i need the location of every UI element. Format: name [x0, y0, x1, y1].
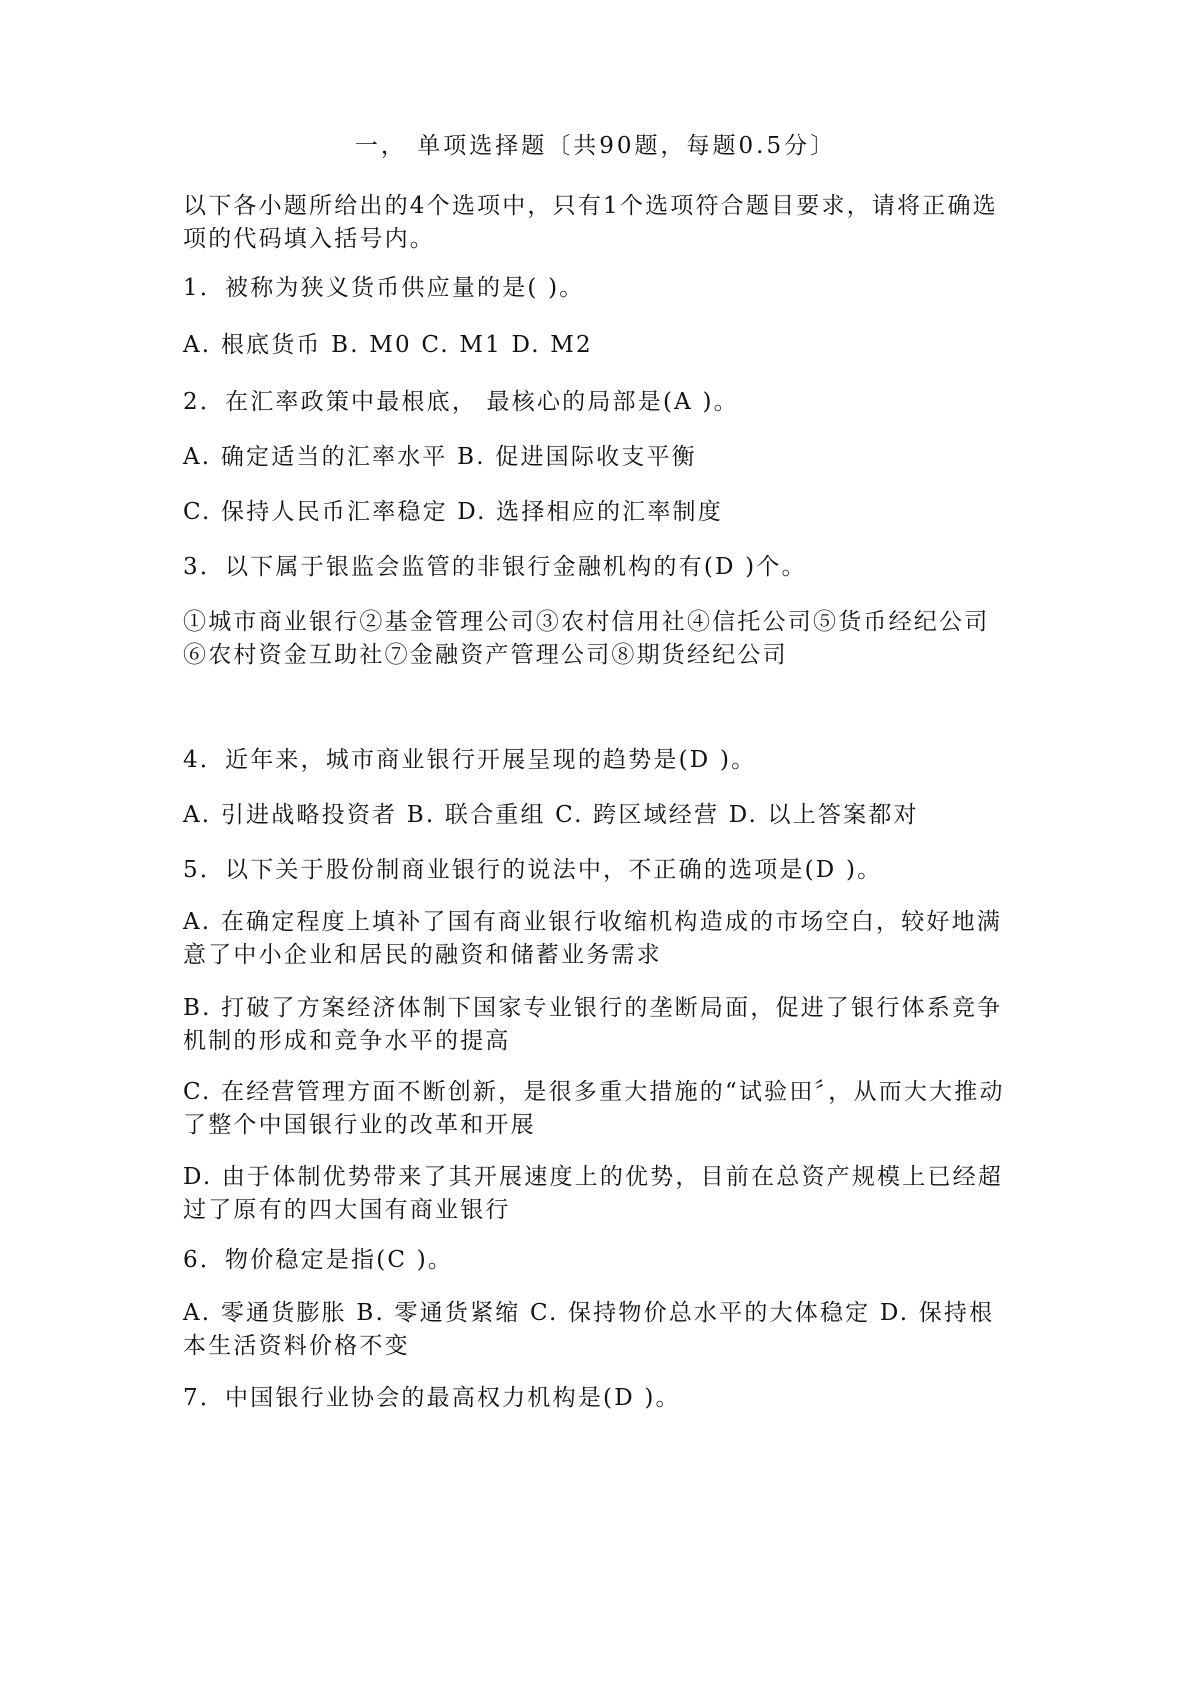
question-2-options-line-1: A. 确定适当的汇率水平 B. 促进国际收支平衡 [183, 444, 697, 470]
section-heading: 一， 单项选择题〔共90题，每题0.5分〕 [354, 133, 837, 159]
question-5-option-b: B. 打破了方案经济体制下国家专业银行的垄断局面，促进了银行体系竞争机制的形成和竞争水平的提高 [183, 995, 1003, 1054]
question-5-option-c: C. 在经营管理方面不断创新，是很多重大措施的“试验田〞，从而大大推动了整个中国银行业的改革和开展 [183, 1079, 1005, 1138]
question-6-stem: 6．物价稳定是指(C )。 [183, 1247, 454, 1273]
question-2-stem: 2．在汇率政策中最根底， 最核心的局部是(A )。 [183, 389, 739, 415]
question-5-option-a: A. 在确定程度上填补了国有商业银行收缩机构造成的市场空白，较好地满意了中小企业和居民的融资和储蓄业务需求 [183, 909, 1003, 968]
question-5-stem: 5．以下关于股份制商业银行的说法中，不正确的选项是(D )。 [183, 857, 883, 883]
question-2-options-line-2: C. 保持人民币汇率稳定 D. 选择相应的汇率制度 [183, 499, 723, 525]
question-4-stem: 4．近年来，城市商业银行开展呈现的趋势是(D )。 [183, 747, 757, 773]
question-3-items: ①城市商业银行②基金管理公司③农村信用社④信托公司⑤货币经纪公司⑥农村资金互助社⑦金融资产管理公司⑧期货经纪公司 [183, 609, 990, 668]
question-1-stem: 1．被称为狭义货币供应量的是( )。 [183, 275, 585, 301]
question-1-options: A. 根底货币 B. M0 C. M1 D. M2 [183, 332, 593, 358]
question-4-options: A. 引进战略投资者 B. 联合重组 C. 跨区域经营 D. 以上答案都对 [183, 802, 919, 828]
question-3-stem: 3．以下属于银监会监管的非银行金融机构的有(D )个。 [183, 554, 807, 580]
instructions-paragraph: 以下各小题所给出的4个选项中，只有1个选项符合题目要求，请将正确选项的代码填入括号内。 [183, 193, 998, 252]
question-7-stem: 7．中国银行业协会的最高权力机构是(D )。 [183, 1385, 681, 1411]
question-6-options: A. 零通货膨胀 B. 零通货紧缩 C. 保持物价总水平的大体稳定 D. 保持根本生活资料价格不变 [183, 1300, 995, 1359]
question-5-option-d: D. 由于体制优势带来了其开展速度上的优势，目前在总资产规模上已经超过了原有的四大国有商业银行 [183, 1164, 1004, 1223]
